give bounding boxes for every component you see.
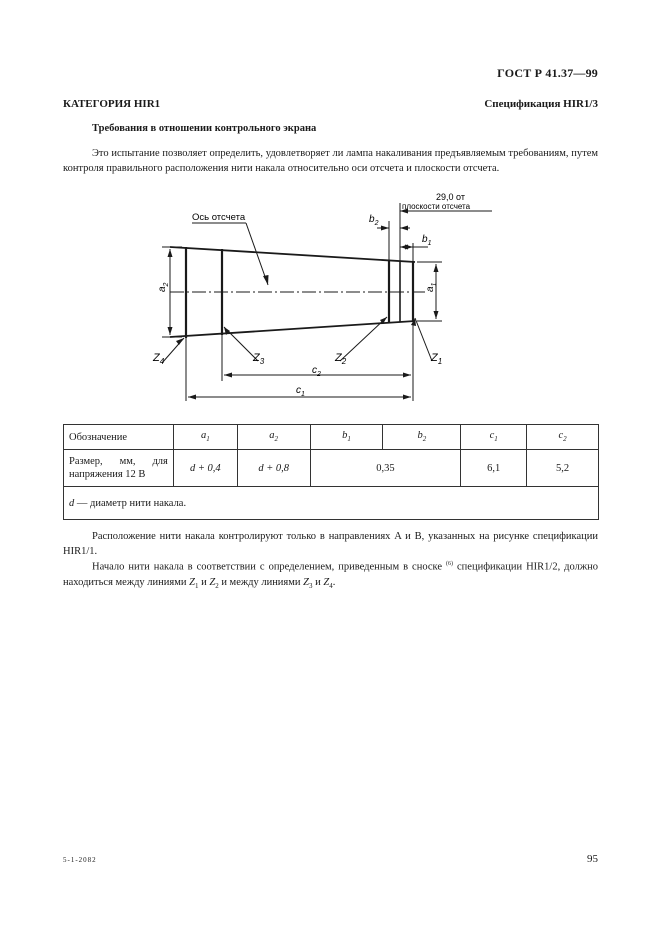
z3-label: $Z_3$ — [253, 352, 265, 366]
value-b: 0,35 — [310, 450, 461, 487]
direction-paragraph: Расположение нити накала контролируют только в направлениях A и B, указанных на рисунке спецификации HIR1/1. — [63, 531, 598, 557]
b2-label: $b_2$ — [369, 214, 379, 227]
table-note: d — диаметр нити накала. — [64, 487, 599, 520]
value-a2: d + 0,8 — [237, 450, 310, 487]
header-b2: $b_2$ — [383, 425, 461, 450]
value-a1: d + 0,4 — [173, 450, 237, 487]
table-row — [64, 450, 599, 487]
c1-label: $c_1$ — [296, 385, 305, 398]
a1-label: $a_1$ — [425, 282, 438, 292]
dimensions-table — [63, 424, 599, 520]
z2-label: $Z_2$ — [335, 352, 347, 366]
a2-label: $a_2$ — [157, 282, 170, 292]
header-a2: $a_2$ — [237, 425, 310, 450]
distance-label-line2: плоскости отсчета — [402, 202, 471, 211]
section-heading: Требования в отношении контрольного экрана — [92, 123, 317, 134]
z4-label: $Z_4$ — [153, 352, 165, 366]
distance-label-line1: 29,0 от — [436, 192, 465, 202]
intro-paragraph: Это испытание позволяет определить, удовлетворяет ли лампа накаливания предъявляемым требованиям, путем контроля правильного расположения нити накала относительно оси отсчета и плоскости отсчета. — [63, 148, 598, 174]
row-label: Размер, мм, для напряжения 12 В — [64, 450, 174, 487]
header-a1: $a_1$ — [173, 425, 237, 450]
table-header-row — [64, 425, 599, 450]
c2-label: $c_2$ — [312, 365, 321, 378]
z1-label: $Z_1$ — [431, 352, 443, 366]
page-number: 95 — [587, 853, 598, 865]
standard-number: ГОСТ Р 41.37—99 — [497, 66, 598, 80]
screen-diagram — [140, 185, 520, 407]
header-c2: $c_2$ — [527, 425, 599, 450]
header-c1: $c_1$ — [461, 425, 527, 450]
category-title: КАТЕГОРИЯ HIR1 — [63, 98, 161, 110]
b1-label: $b_1$ — [422, 234, 432, 247]
table-note-row — [64, 487, 599, 520]
header-b1: $b_1$ — [310, 425, 383, 450]
filament-paragraph: Начало нити накала в соответствии с определением, приведенным в сноске $^{(6)}$ спецификации HIR1/2, должно находиться между линиями $Z_1$ и $Z_2$ и между линиями $Z_3$ и $Z_4$. — [63, 561, 599, 590]
axis-label: Ось отсчета — [192, 212, 246, 223]
header-designation: Обозначение — [64, 425, 174, 450]
value-c1: 6,1 — [461, 450, 527, 487]
print-code: 5-1-2082 — [63, 856, 97, 864]
value-c2: 5,2 — [527, 450, 599, 487]
specification-title: Спецификация HIR1/3 — [484, 98, 598, 110]
